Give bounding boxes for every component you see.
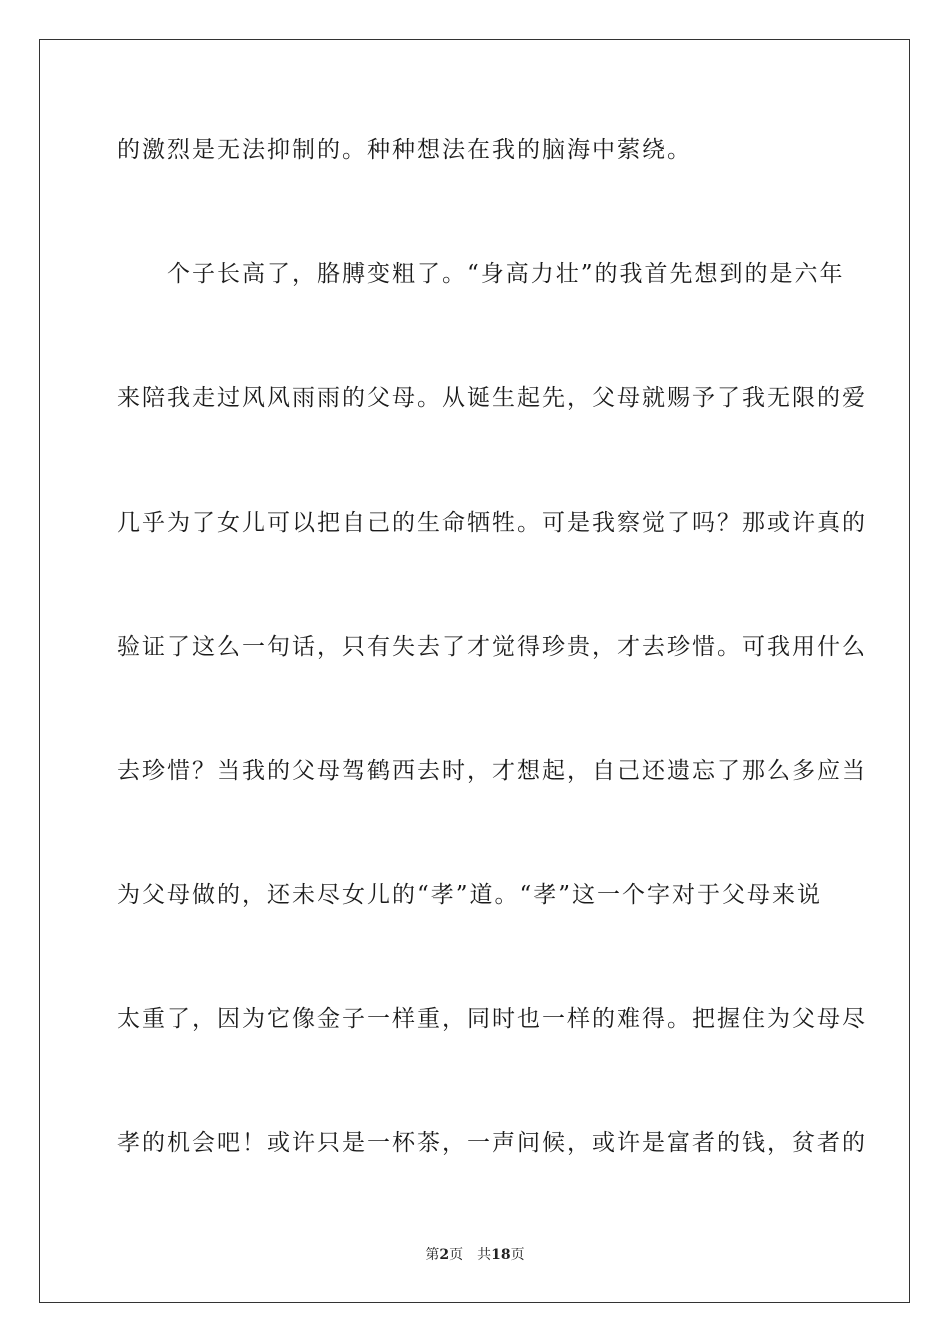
text-line-1: 的激烈是无法抑制的。种种想法在我的脑海中萦绕。: [117, 137, 692, 163]
text-line-7: 为父母做的，还未尽女儿的“孝”道。“孝”这一个字对于父母来说: [117, 882, 823, 908]
total-pages: 18: [491, 1247, 511, 1263]
total-prefix: 共: [477, 1247, 492, 1263]
text-line-3: 来陪我走过风风雨雨的父母。从诞生起先，父母就赐予了我无限的爱: [117, 385, 867, 411]
page-suffix: 页: [449, 1247, 464, 1263]
text-line-2: 个子长高了，胳膊变粗了。“身高力壮”的我首先想到的是六年: [117, 261, 845, 287]
page-prefix: 第: [425, 1247, 440, 1263]
text-line-4: 几乎为了女儿可以把自己的生命牺牲。可是我察觉了吗？那或许真的: [117, 510, 867, 536]
page-border: [39, 39, 910, 1303]
page-number: 2: [439, 1247, 450, 1263]
text-line-8: 太重了，因为它像金子一样重，同时也一样的难得。把握住为父母尽: [117, 1006, 867, 1032]
text-line-6: 去珍惜？当我的父母驾鹤西去时，才想起，自己还遗忘了那么多应当: [117, 758, 867, 784]
total-suffix: 页: [510, 1247, 525, 1263]
text-line-9: 孝的机会吧！或许只是一杯茶，一声问候，或许是富者的钱，贫者的: [117, 1130, 867, 1156]
page-footer: [0, 1246, 950, 1264]
text-line-5: 验证了这么一句话，只有失去了才觉得珍贵，才去珍惜。可我用什么: [117, 634, 867, 660]
